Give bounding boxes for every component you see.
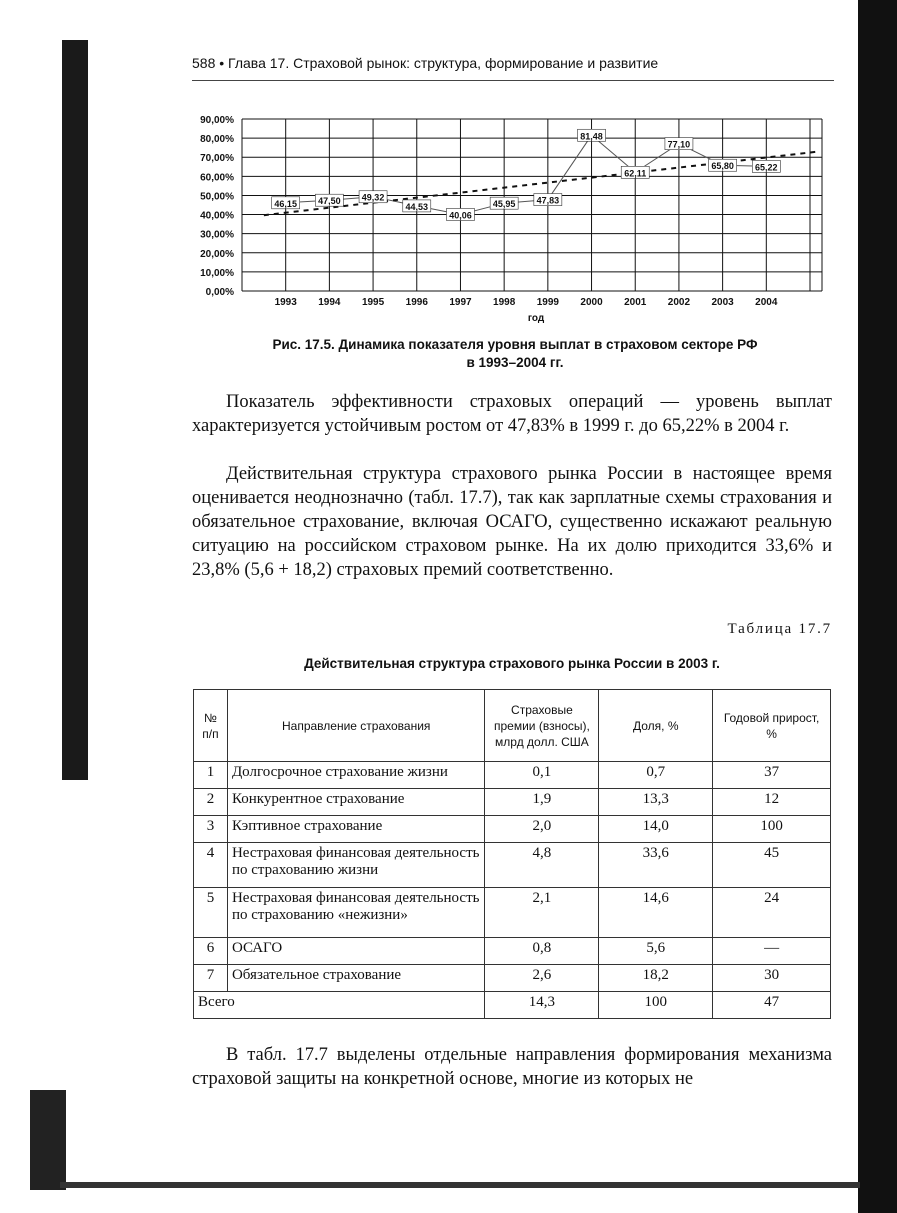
row-growth: 30	[713, 965, 831, 992]
x-tick-label: 1994	[318, 297, 341, 308]
row-share: 18,2	[599, 965, 713, 992]
row-number: 4	[194, 843, 228, 888]
row-number: 1	[194, 762, 228, 789]
row-share: 14,0	[599, 816, 713, 843]
market-structure-table	[193, 689, 831, 1019]
row-number: 6	[194, 938, 228, 965]
paragraph-2	[192, 462, 832, 582]
table-label: Таблица 17.7	[727, 621, 832, 637]
data-label: 49,32	[361, 192, 385, 203]
y-tick-label: 30,00%	[200, 229, 234, 241]
row-premium: 0,8	[485, 938, 599, 965]
total-premium: 14,3	[485, 992, 599, 1019]
x-tick-label: 1995	[361, 297, 385, 308]
header-premiums: Страховые премии (взносы), млрд долл. США	[485, 690, 599, 762]
scan-edge-left-lower	[30, 1090, 66, 1190]
caption-line-1: Рис. 17.5. Динамика показателя уровня выплат в страховом секторе РФ	[272, 337, 758, 352]
data-label: 46,15	[274, 198, 297, 209]
paragraph-3	[192, 1043, 832, 1091]
scan-edge-right	[858, 0, 897, 1213]
x-tick-label: 1999	[536, 297, 559, 308]
table-row	[194, 938, 831, 965]
x-tick-label: 2001	[624, 297, 647, 308]
row-share: 14,6	[599, 888, 713, 938]
table-row	[194, 888, 831, 938]
paragraph-1-text: Показатель эффективности страховых операций — уровень выплат характеризуется устойчивым ростом от 47,83% в 1999 г. до 65,22% в 2004 г.	[192, 392, 832, 436]
data-label: 65,22	[755, 162, 778, 173]
row-number: 2	[194, 789, 228, 816]
x-tick-label: 1997	[449, 297, 472, 308]
row-direction: Долгосрочное страхование жизни	[227, 762, 485, 789]
data-label: 40,06	[449, 210, 472, 221]
row-premium: 1,9	[485, 789, 599, 816]
row-growth: 24	[713, 888, 831, 938]
data-label: 47,50	[318, 196, 341, 207]
row-premium: 2,0	[485, 816, 599, 843]
row-growth: 37	[713, 762, 831, 789]
x-axis-label: год	[527, 313, 545, 324]
header-share: Доля, %	[599, 690, 713, 762]
x-tick-label: 2003	[711, 297, 734, 308]
x-tick-label: 2002	[667, 297, 691, 308]
table-row	[194, 816, 831, 843]
y-tick-label: 50,00%	[200, 191, 234, 203]
payout-level-chart	[190, 105, 830, 327]
y-tick-label: 40,00%	[200, 210, 234, 222]
table-row	[194, 789, 831, 816]
y-tick-label: 70,00%	[200, 153, 234, 165]
row-share: 13,3	[599, 789, 713, 816]
x-tick-label: 1998	[493, 297, 516, 308]
row-number: 5	[194, 888, 228, 938]
data-label: 47,83	[536, 195, 560, 206]
row-direction: ОСАГО	[227, 938, 485, 965]
row-growth: 12	[713, 789, 831, 816]
data-label: 81,48	[580, 131, 603, 142]
data-label: 45,95	[492, 199, 516, 210]
row-number: 3	[194, 816, 228, 843]
figure-caption	[190, 336, 840, 372]
row-share: 33,6	[599, 843, 713, 888]
caption-line-2: в 1993–2004 гг.	[466, 355, 564, 370]
paragraph-2-text: Действительная структура страхового рынка России в настоящее время оценивается неоднозначно (табл. 17.7), так как зарплатные схемы страхования и обязательное страхование, включая ОСАГО, существенно искажают реальную ситуацию на российском страховом рынке. На их долю приходится 33,6% и 23,8% (5,6 + 18,2) страховых премий соответственно.	[192, 464, 832, 580]
row-direction: Кэптивное страхование	[227, 816, 485, 843]
series-line	[286, 135, 767, 214]
total-share: 100	[599, 992, 713, 1019]
row-premium: 4,8	[485, 843, 599, 888]
row-growth: 100	[713, 816, 831, 843]
y-tick-label: 90,00%	[200, 115, 234, 126]
row-growth: —	[713, 938, 831, 965]
x-tick-label: 2000	[580, 297, 603, 308]
scan-edge-bottom	[60, 1182, 860, 1188]
y-tick-label: 0,00%	[205, 287, 234, 298]
data-label: 77,10	[667, 139, 691, 150]
row-direction: Обязательное страхование	[227, 965, 485, 992]
x-tick-label: 1993	[274, 297, 297, 308]
total-label: Всего	[194, 992, 485, 1019]
data-label: 65,80	[711, 161, 734, 172]
x-tick-label: 1996	[405, 297, 428, 308]
header-growth: Годовой прирост, %	[713, 690, 831, 762]
row-direction: Нестраховая финансовая деятельность по страхованию жизни	[227, 843, 485, 888]
data-label: 44,53	[405, 201, 429, 212]
x-tick-label: 2004	[755, 297, 778, 308]
row-premium: 2,6	[485, 965, 599, 992]
row-direction: Конкурентное страхование	[227, 789, 485, 816]
header-rule	[192, 80, 834, 81]
row-share: 0,7	[599, 762, 713, 789]
row-share: 5,6	[599, 938, 713, 965]
y-tick-label: 80,00%	[200, 134, 234, 146]
paragraph-1	[192, 390, 832, 438]
total-growth: 47	[713, 992, 831, 1019]
y-tick-label: 60,00%	[200, 172, 234, 184]
header-direction: Направление страхования	[227, 690, 485, 762]
row-premium: 2,1	[485, 888, 599, 938]
header-number: № п/п	[194, 690, 228, 762]
table-row	[194, 762, 831, 789]
paragraph-3-text: В табл. 17.7 выделены отдельные направления формирования механизма страховой защиты на конкретной основе, многие из которых не	[192, 1045, 832, 1089]
data-label: 62,11	[624, 168, 647, 179]
row-direction: Нестраховая финансовая деятельность по страхованию «нежизни»	[227, 888, 485, 938]
y-tick-label: 10,00%	[200, 267, 234, 279]
y-tick-label: 20,00%	[200, 248, 234, 260]
row-number: 7	[194, 965, 228, 992]
row-premium: 0,1	[485, 762, 599, 789]
scan-edge-left	[62, 40, 88, 780]
table-row	[194, 965, 831, 992]
running-header: 588 • Глава 17. Страховой рынок: структура, формирование и развитие	[192, 55, 659, 71]
row-growth: 45	[713, 843, 831, 888]
table-title: Действительная структура страхового рынка России в 2003 г.	[304, 656, 720, 671]
table-total-row	[194, 992, 831, 1019]
table-row	[194, 843, 831, 888]
